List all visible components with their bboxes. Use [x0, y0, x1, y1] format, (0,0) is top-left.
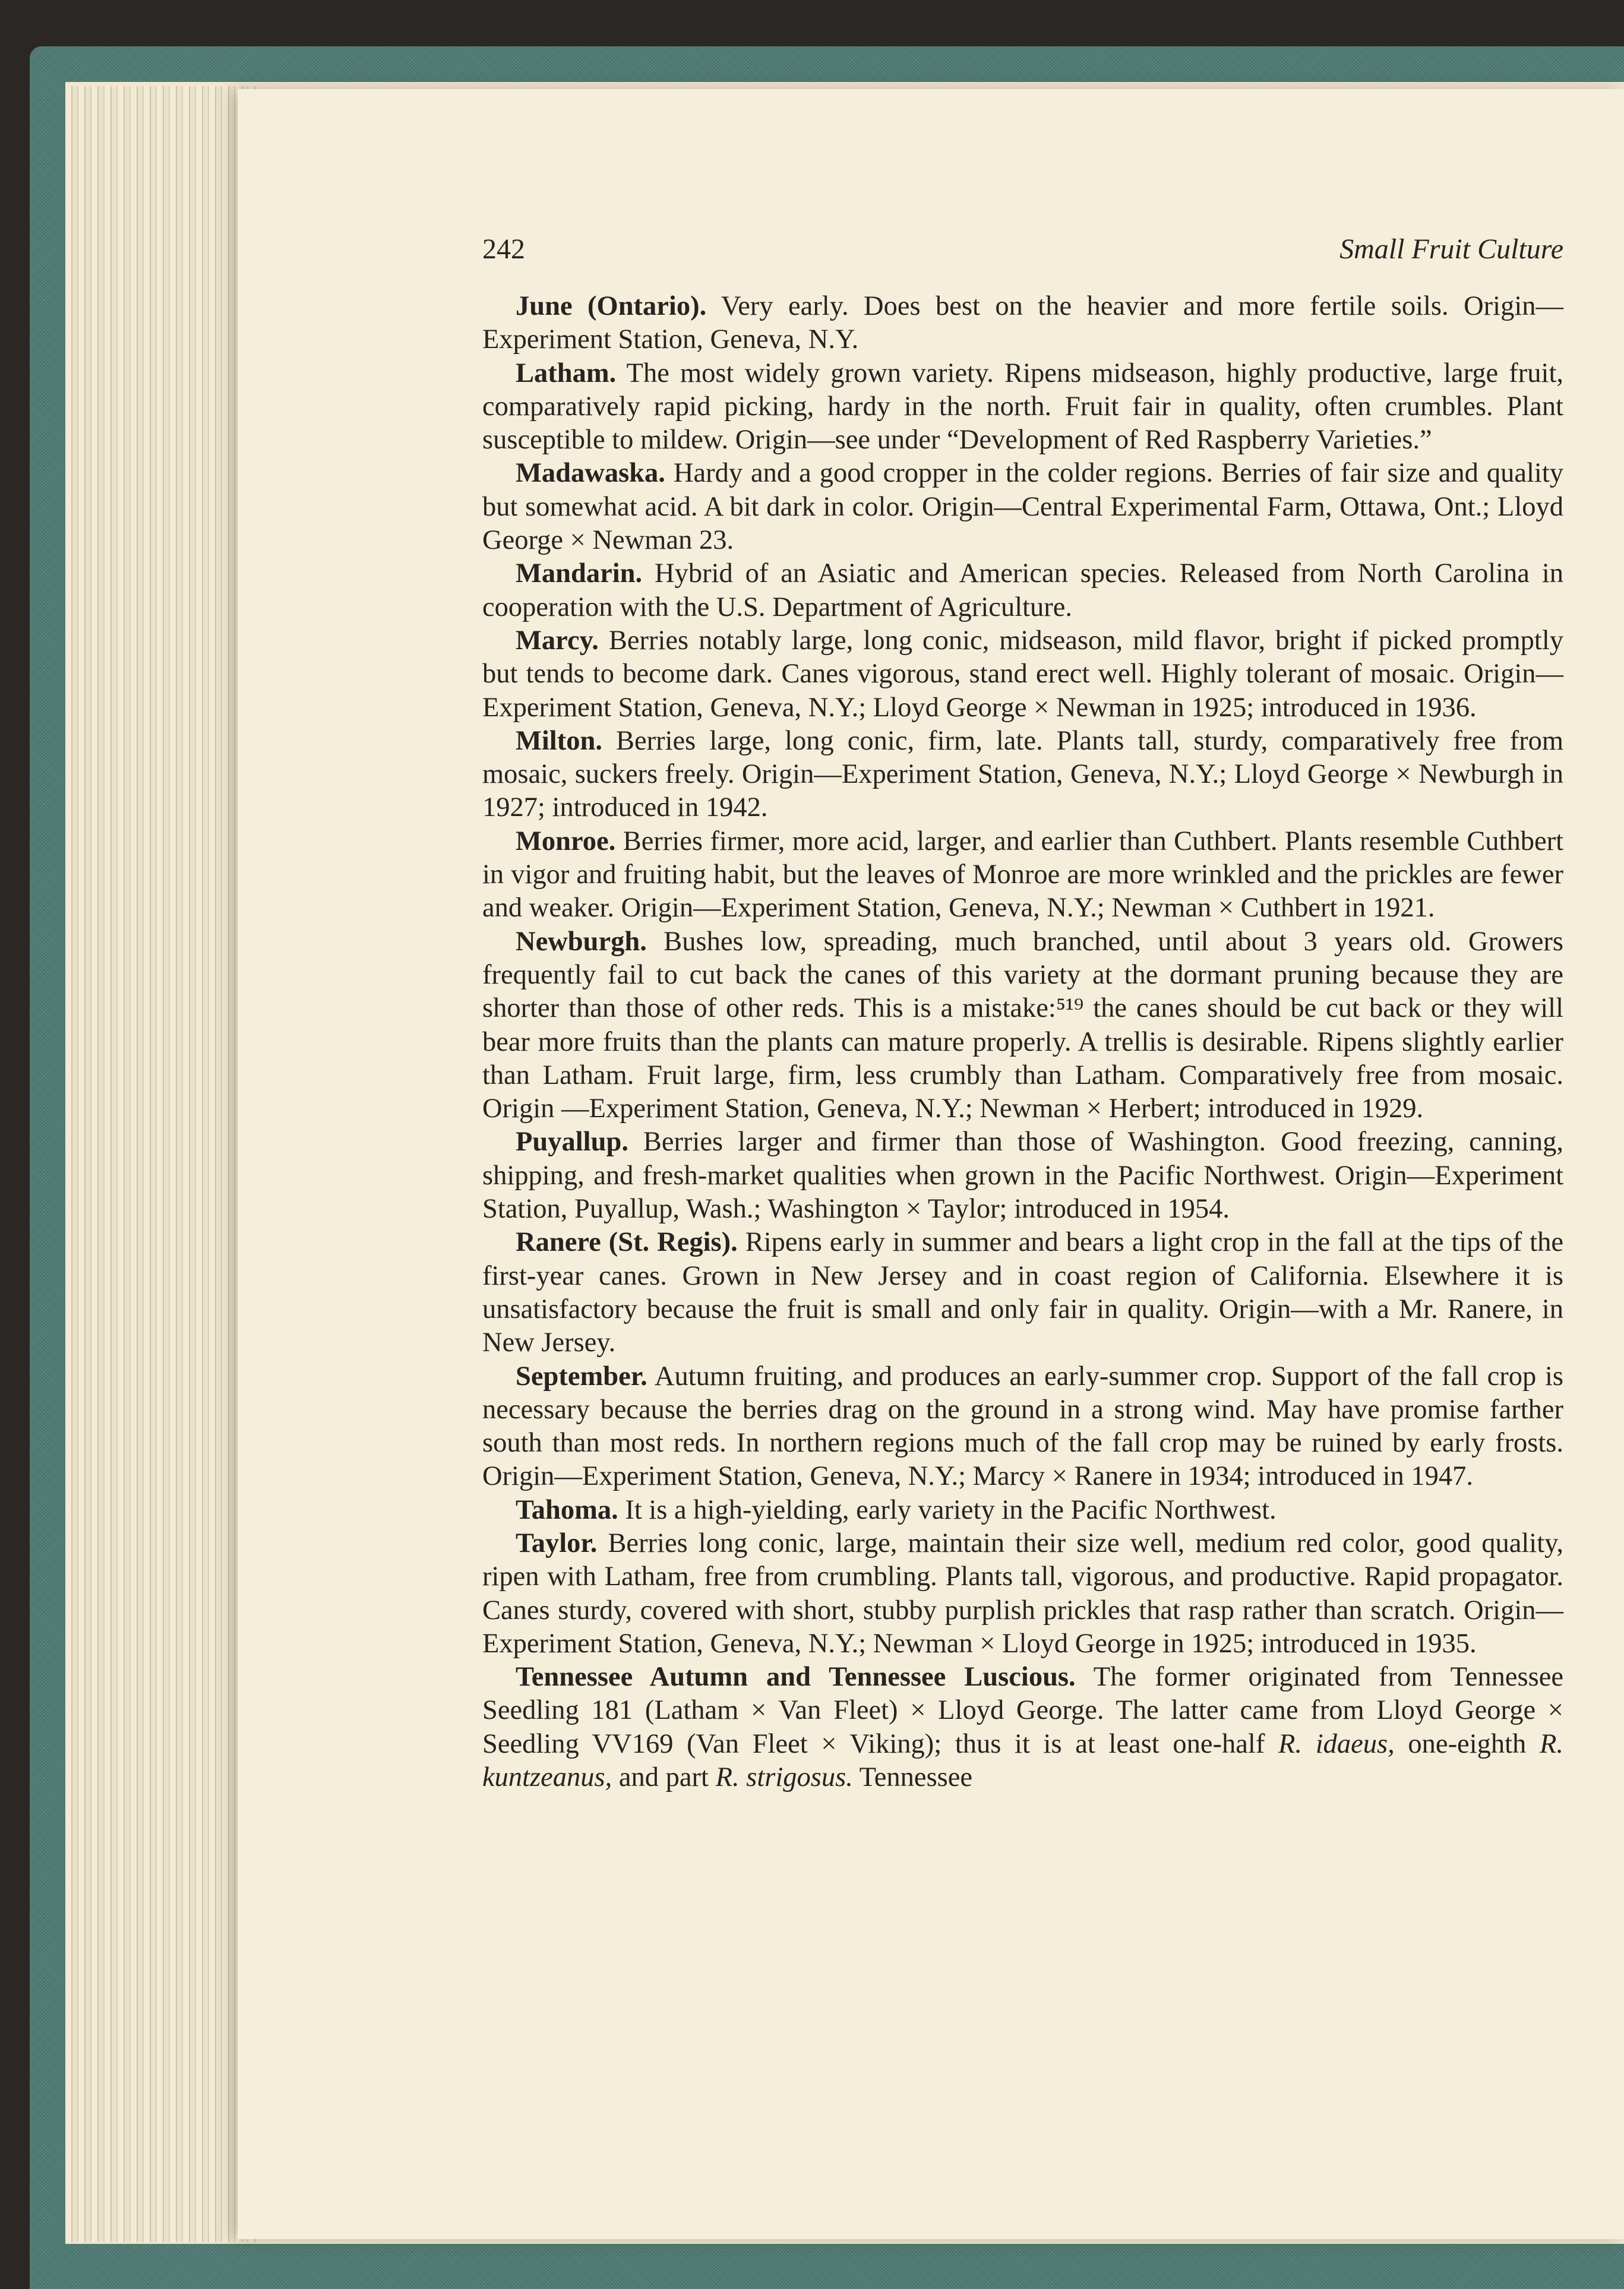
entry-newburgh [482, 925, 1563, 1126]
entry-name: June (Ontario). [516, 291, 707, 321]
entry-ranere [482, 1226, 1563, 1360]
entry-name: Tennessee Autumn and Tennessee Luscious. [516, 1662, 1076, 1693]
entry-name: Mandarin. [516, 558, 643, 589]
entry-latham [482, 357, 1563, 457]
entry-text: It is a high-yielding, early variety in the Pacific Northwest. [625, 1494, 1277, 1525]
species-name: R. strigosus. [715, 1762, 853, 1793]
entry-september [482, 1360, 1563, 1494]
entry-name: Puyallup. [516, 1127, 628, 1158]
entry-text: Berries firmer, more acid, larger, and earlier than Cuthbert. Plants resemble Cuthbert in vigor and fruiting habit, but the leaves of Monroe are more wrinkled and the prickles are fewer and weaker. Origin—Experiment Station, Geneva, N.Y.; Newman × Cuthbert in 1921. [482, 826, 1564, 924]
running-title: Small Fruit Culture [1339, 233, 1563, 265]
entry-marcy [482, 624, 1563, 725]
page-content [482, 233, 1563, 1794]
page-edges [65, 86, 255, 2242]
entry-text: Hardy and a good cropper in the colder regions. Berries of fair size and quality but somewhat acid. A bit dark in color. Origin—Central Experimental Farm, Ottawa, Ont.; Lloyd George × Newman 23. [482, 458, 1563, 556]
entry-name: Marcy. [516, 625, 599, 656]
species-name: R. idaeus, [1278, 1728, 1395, 1759]
entry-text: Hybrid of an Asiatic and American species. Released from North Carolina in cooperation with the U.S. Department of Agriculture. [482, 558, 1563, 622]
entry-taylor [482, 1527, 1563, 1661]
entry-milton [482, 725, 1563, 825]
entry-text: Autumn fruiting, and produces an early-summer crop. Support of the fall crop is necessary because the berries drag on the ground in a strong wind. May have promise farther south than most reds. In northern regions much of the fall crop may be ruined by early frosts. Origin—Experiment Station, Geneva, N.Y.; Marcy × Ranere in 1934; introduced in 1947. [482, 1361, 1563, 1492]
entry-tahoma [482, 1494, 1563, 1527]
entry-text: Bushes low, spreading, much branched, until about 3 years old. Growers frequently fail to cut back the canes of this variety at the dormant pruning because they are shorter than those of other reds. This is a mistake:⁵¹⁹ the canes should be cut back or they will bear more fruits than the plants can mature properly. A trellis is desirable. Ripens slightly earlier than Latham. Fruit large, firm, less crumbly than Latham. Comparatively free from mosaic. Origin —Experiment Station, Geneva, N.Y.; Newman × Herbert; introduced in 1929. [482, 926, 1563, 1124]
entry-name: Taylor. [516, 1528, 598, 1558]
entry-text: Berries long conic, large, maintain their size well, medium red color, good quality, ripen with Latham, free from crumbling. Plants tall, vigorous, and productive. Rapid propagator. Canes sturdy, covered with short, stubby purplish prickles that rasp rather than scratch. Origin—Experiment Station, Geneva, N.Y.; Newman × Lloyd George in 1925; introduced in 1935. [482, 1528, 1563, 1659]
entry-name: Ranere (St. Regis). [516, 1227, 738, 1258]
entry-name: September. [516, 1361, 647, 1392]
entry-name: Tahoma. [516, 1494, 618, 1525]
entry-text: Berries larger and firmer than those of Washington. Good freezing, canning, shipping, and fresh-market qualities when grown in the Pacific Northwest. Origin—Experiment Station, Puyallup, Wash.; Washington × Taylor; introduced in 1954. [482, 1127, 1564, 1225]
entry-text: Berries large, long conic, firm, late. Plants tall, sturdy, comparatively free from mosaic, suckers freely. Origin—Experiment Station, Geneva, N.Y.; Lloyd George × Newburgh in 1927; introduced in 1942. [482, 725, 1564, 823]
entry-mandarin [482, 557, 1563, 624]
entry-text-part: Tennessee [852, 1762, 973, 1793]
entry-text-part: The former originated from Tennessee Seedling 181 (Latham × Van Fleet) × Lloyd George. The latter came from Lloyd George × Seedling VV169 (Van Fleet × Viking); thus it is at least one-half [482, 1662, 1563, 1759]
entry-text: Berries notably large, long conic, midseason, mild flavor, bright if picked promptly but tends to become dark. Canes vigorous, stand erect well. Highly tolerant of mosaic. Origin—Experiment Station, Geneva, N.Y.; Lloyd George × Newman in 1925; introduced in 1936. [482, 625, 1563, 723]
entry-text: The most widely grown variety. Ripens midseason, highly productive, large fruit, comparatively rapid picking, hardy in the north. Fruit fair in quality, often crumbles. Plant susceptible to mildew. Origin—see under “Development of Red Raspberry Varieties.” [482, 358, 1563, 456]
entry-text-part: and part [612, 1762, 716, 1793]
species-name: R. kuntzeanus, [482, 1728, 1563, 1793]
entry-name: Milton. [516, 725, 602, 756]
entry-text: Ripens early in summer and bears a light crop in the fall at the tips of the first-year canes. Grown in New Jersey and in coast region of California. Elsewhere it is unsatisfactory because the fruit is small and only fair in quality. Origin—with a Mr. Ranere, in New Jersey. [482, 1227, 1563, 1358]
entry-puyallup [482, 1125, 1563, 1226]
running-head [482, 233, 1563, 270]
entry-text: Very early. Does best on the heavier and more fertile soils. Origin—Experiment Station, Geneva, N.Y. [482, 291, 1563, 355]
entry-monroe [482, 825, 1563, 925]
entry-name: Latham. [516, 358, 617, 388]
entry-madawaska [482, 457, 1563, 557]
entry-june-ontario [482, 290, 1563, 357]
entry-name: Monroe. [516, 826, 616, 856]
entry-text-part: one-eighth [1394, 1728, 1540, 1759]
entry-name: Newburgh. [516, 926, 647, 957]
page-number: 242 [482, 233, 525, 265]
entry-name: Madawaska. [516, 458, 665, 489]
entry-tennessee [482, 1661, 1563, 1794]
